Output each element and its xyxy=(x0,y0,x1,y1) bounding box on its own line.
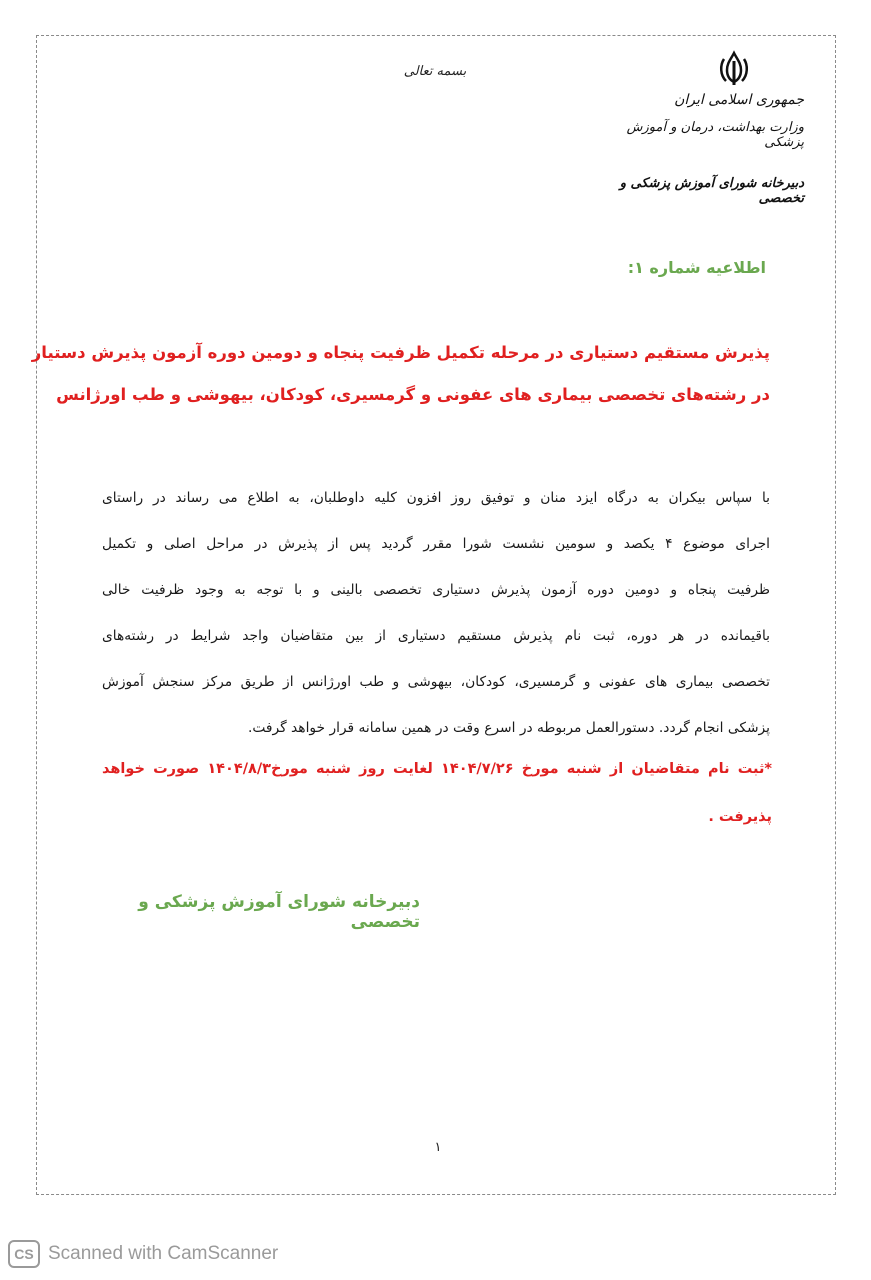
secretariat-name: دبیرخانه شورای آموزش پزشکی و تخصصی xyxy=(619,176,804,206)
scanner-text: Scanned with CamScanner xyxy=(48,1243,279,1264)
body-line: با سپاس بیکران به درگاه ایزد منان و توفیق روز افزون کلیه داوطلبان، به اطلاع می رساند در راستای xyxy=(102,490,770,506)
letterhead xyxy=(584,92,804,206)
body-line: ظرفیت پنجاه و دومین دوره آزمون پذیرش دستیاری تخصصی بالینی و با توجه به وجود ظرفیت خالی xyxy=(102,582,770,598)
signature: دبیرخانه شورای آموزش پزشکی و تخصصی xyxy=(138,892,420,932)
title-line: پذیرش مستقیم دستیاری در مرحله تکمیل ظرفیت پنجاه و دومین دوره آزمون پذیرش دستیار xyxy=(31,343,770,362)
registration-line: پذیرفت . xyxy=(708,809,772,825)
body-line: پزشکی انجام گردد. دستورالعمل مربوطه در اسرع وقت در همین سامانه قرار خواهد گرفت. xyxy=(247,720,770,736)
page-number: ۱ xyxy=(434,1140,442,1155)
title-line: در رشته‌های تخصصی بیماری های عفونی و گرمسیری، کودکان، بیهوشی و طب اورژانس xyxy=(56,385,770,404)
registration-period xyxy=(102,745,772,841)
body-line: تخصصی بیماری های عفونی و گرمسیری، کودکان، بیهوشی و طب اورژانس از طریق مرکز سنجش آموزش xyxy=(102,674,770,690)
notice-number: اطلاعیه شماره ۱: xyxy=(627,258,766,277)
iran-emblem-icon xyxy=(714,49,754,89)
body-line: باقیمانده در هر دوره، ثبت نام پذیرش مستقیم دستیاری از بین متقاضیان واجد شرایط در رشته‌های xyxy=(102,628,770,644)
republic-name: جمهوری اسلامی ایران xyxy=(674,92,804,108)
camscanner-logo-icon: CS xyxy=(8,1240,40,1268)
announcement-title xyxy=(31,332,770,416)
scanner-watermark xyxy=(8,1240,278,1268)
body-line: اجرای موضوع ۴ یکصد و سومین نشست شورا مقرر گردید پس از پذیرش در مراحل اصلی و تکمیل xyxy=(102,536,770,552)
basmala: بسمه تعالی xyxy=(403,64,467,79)
ministry-name: وزارت بهداشت، درمان و آموزش پزشکی xyxy=(626,120,804,150)
announcement-body xyxy=(102,475,770,751)
registration-line: *ثبت نام متقاضیان از شنبه مورخ ۱۴۰۴/۷/۲۶ لغایت روز شنبه مورخ۱۴۰۴/۸/۳ صورت خواهد xyxy=(102,761,773,777)
